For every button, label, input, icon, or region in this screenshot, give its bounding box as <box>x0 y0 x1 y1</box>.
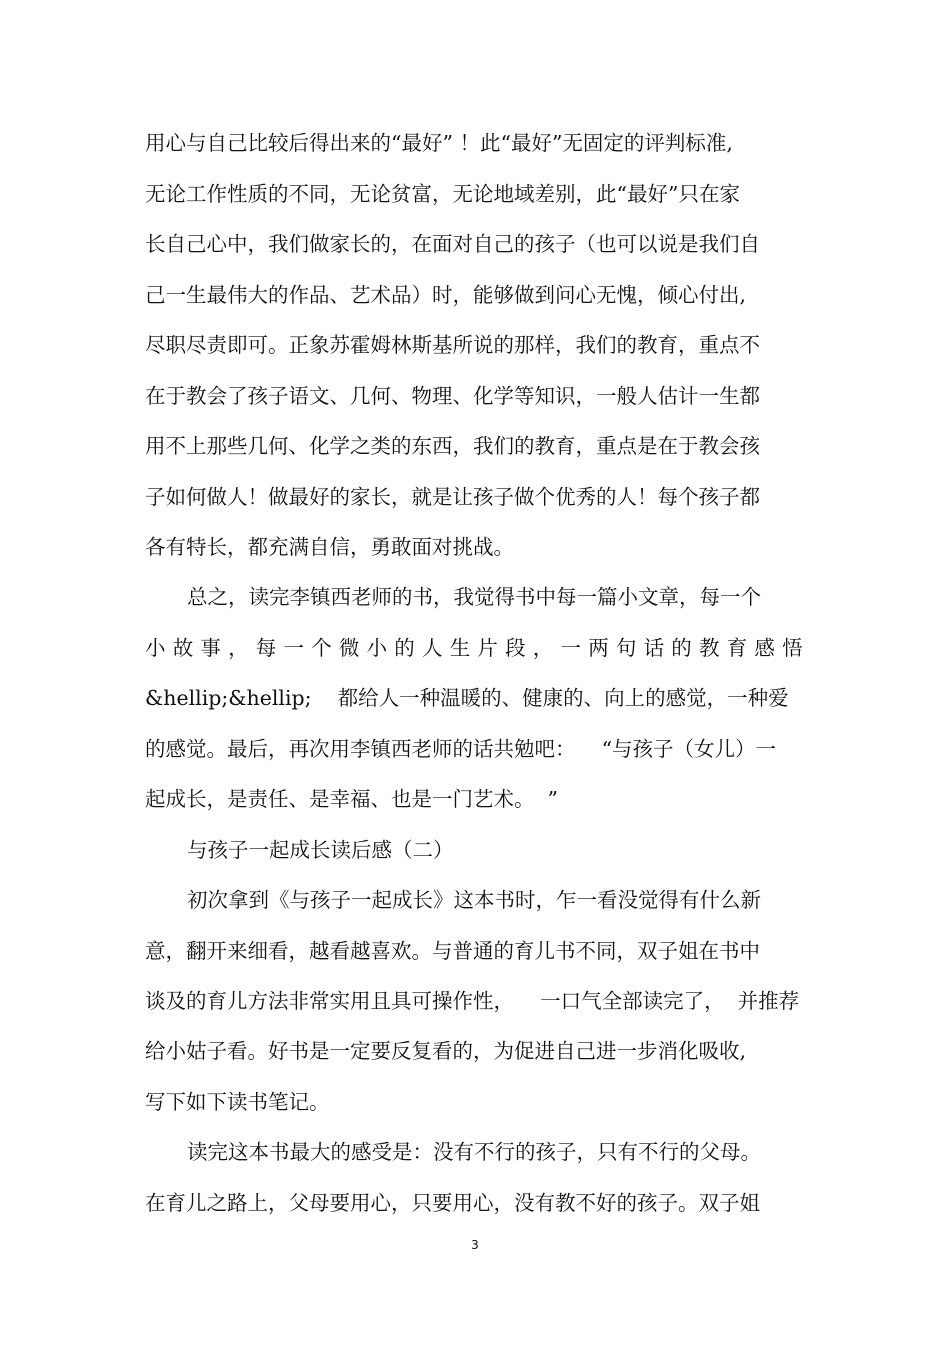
text-line: 用不上那些几何、化学之类的东西，我们的教育，重点是在于教会孩 <box>145 434 760 458</box>
text-line: 长自己心中，我们做家长的，在面对自己的孩子（也可以说是我们自 <box>145 232 760 256</box>
text-line: 的感觉。最后，再次用李镇西老师的话共勉吧： “与孩子（女儿）一 <box>145 737 777 761</box>
text-line: 给小姑子看。好书是一定要反复看的，为促进自己进一步消化吸收, <box>145 1039 747 1063</box>
text-line: 小故事，每一个微小的人生片段，一两句话的教育感悟 <box>145 636 810 660</box>
paragraph-first-line: 总之，读完李镇西老师的书，我觉得书中每一篇小文章，每一个 <box>187 585 761 609</box>
text-line: 己一生最伟大的作品、艺术品）时，能够做到问心无愧，倾心付出, <box>145 283 747 307</box>
text-line: 无论工作性质的不同，无论贫富，无论地域差别，此“最好”只在家 <box>145 182 740 206</box>
text-line: 谈及的育儿方法非常实用且具可操作性， 一口气全部读完了， 并推荐 <box>145 989 800 1013</box>
text-line: 尽职尽责即可。正象苏霍姆林斯基所说的那样，我们的教育，重点不 <box>145 333 760 357</box>
text-line: 用心与自己比较后得出来的“最好” ！此“最好”无固定的评判标准, <box>145 131 733 155</box>
paragraph-first-line: 初次拿到《与孩子一起成长》这本书时，乍一看没觉得有什么新 <box>187 888 761 912</box>
text-line: 各有特长，都充满自信，勇敢面对挑战。 <box>145 535 514 559</box>
text-line: 在于教会了孩子语文、几何、物理、化学等知识，一般人估计一生都 <box>145 384 760 408</box>
text-line: 子如何做人！做最好的家长，就是让孩子做个优秀的人！每个孩子都 <box>145 485 760 509</box>
text-line: 写下如下读书笔记。 <box>145 1090 330 1114</box>
text-line: 起成长，是责任、是幸福、也是一门艺术。 ” <box>145 787 559 811</box>
text-line: &hellip;&hellip; 都给人一种温暖的、健康的、向上的感觉，一种爱 <box>145 686 789 710</box>
text-line: 意，翻开来细看，越看越喜欢。与普通的育儿书不同，双子姐在书中 <box>145 939 760 963</box>
text-line: 在育儿之路上，父母要用心，只要用心，没有教不好的孩子。双子姐 <box>145 1191 760 1215</box>
paragraph-first-line: 读完这本书最大的感受是：没有不行的孩子，只有不行的父母。 <box>187 1140 761 1164</box>
page-number: 3 <box>471 1238 479 1252</box>
section-heading: 与孩子一起成长读后感（二） <box>187 838 454 862</box>
